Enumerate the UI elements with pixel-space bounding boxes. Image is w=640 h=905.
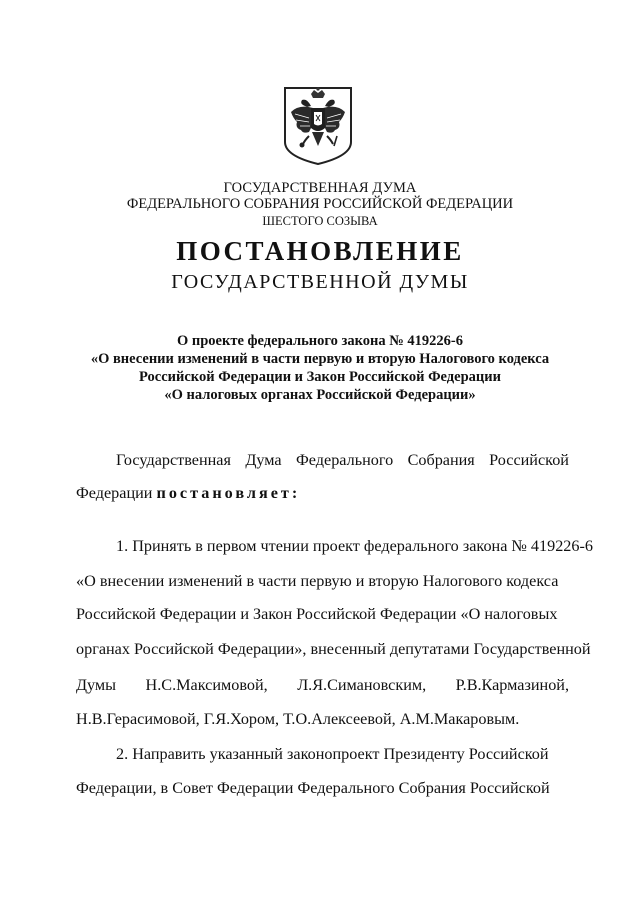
preamble-word: Собрания bbox=[407, 451, 475, 469]
preamble-word: Российской bbox=[489, 451, 569, 469]
subject-line-1: О проекте федерального закона № 419226-6 bbox=[176, 333, 464, 349]
item1-line-5 bbox=[76, 676, 569, 695]
item1-word: Н.С.Максимовой, bbox=[145, 676, 268, 694]
subject-line-4: «О налоговых органах Российской Федерации» bbox=[164, 387, 476, 403]
preamble-word: Государственная bbox=[116, 451, 231, 469]
preamble-word: Дума bbox=[245, 451, 282, 469]
item1-word: Думы bbox=[76, 676, 117, 694]
document-issuer: ГОСУДАРСТВЕННОЙ ДУМЫ bbox=[171, 271, 469, 293]
convocation-line: ШЕСТОГО СОЗЫВА bbox=[262, 214, 378, 228]
item1-line-1: 1. Принять в первом чтении проект федерального закона № 419226-6 bbox=[116, 537, 593, 555]
item1-word: Л.Я.Симановским, bbox=[297, 676, 427, 694]
preamble-text: Федерации bbox=[76, 484, 157, 502]
item2-line-2: Федерации, в Совет Федерации Федерального Собрания Российской bbox=[76, 779, 550, 797]
resolution-verb: постановляет: bbox=[156, 484, 301, 502]
preamble-word: Федерального bbox=[296, 451, 394, 469]
item1-line-4: органах Российской Федерации», внесенный депутатами Государственной bbox=[76, 640, 591, 658]
preamble-line-1 bbox=[116, 451, 569, 470]
preamble-line-2 bbox=[76, 484, 300, 503]
item1-line-3: Российской Федерации и Закон Российской Федерации «О налоговых bbox=[76, 605, 558, 623]
coat-of-arms-emblem bbox=[281, 84, 355, 168]
org-line-1: ГОСУДАРСТВЕННАЯ ДУМА bbox=[223, 180, 417, 196]
item1-line-2: «О внесении изменений в части первую и вторую Налогового кодекса bbox=[76, 572, 559, 590]
item2-line-1: 2. Направить указанный законопроект Президенту Российской bbox=[116, 745, 549, 763]
item1-word: Р.В.Кармазиной, bbox=[455, 676, 569, 694]
subject-line-3: Российской Федерации и Закон Российской Федерации bbox=[139, 369, 501, 385]
subject-line-2: «О внесении изменений в части первую и вторую Налогового кодекса bbox=[90, 351, 550, 367]
org-line-2: ФЕДЕРАЛЬНОГО СОБРАНИЯ РОССИЙСКОЙ ФЕДЕРАЦИИ bbox=[126, 196, 514, 212]
item1-line-6: Н.В.Герасимовой, Г.Я.Хором, Т.О.Алексеевой, А.М.Макаровым. bbox=[76, 710, 520, 728]
document-type-title: ПОСТАНОВЛЕНИЕ bbox=[176, 236, 464, 266]
